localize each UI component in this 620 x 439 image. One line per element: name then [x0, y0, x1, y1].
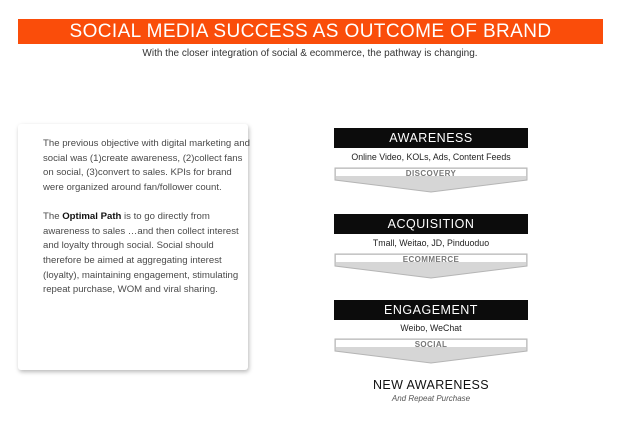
- optimal-path-highlight: Optimal Path: [62, 210, 122, 222]
- stage-channels-awareness: Online Video, KOLs, Ads, Content Feeds: [351, 152, 511, 162]
- explanation-text: [43, 137, 253, 312]
- page-title: SOCIAL MEDIA SUCCESS AS OUTCOME OF BRAND: [18, 19, 603, 44]
- stage-channels-engagement: Weibo, WeChat: [400, 323, 462, 333]
- stage-header-acquisition: ACQUISITION: [334, 214, 528, 234]
- explanation-paragraph-1: The previous objective with digital marketing and social was (1)create awareness, (2)collect fans on social, (3)convert to sales. KPIs for brand were organized around fan/follower count.: [43, 138, 250, 194]
- arrow-label-discovery: DISCOVERY: [405, 169, 457, 178]
- arrow-label-ecommerce: ECOMMERCE: [402, 255, 460, 264]
- stage-header-awareness: AWARENESS: [334, 128, 528, 148]
- explanation-paragraph-2: [43, 210, 253, 298]
- stage-channels-acquisition: Tmall, Weitao, JD, Pinduoduo: [372, 238, 490, 248]
- final-stage-title: NEW AWARENESS: [372, 378, 490, 392]
- stage-arrow-social: [334, 338, 528, 364]
- p2-lead: The: [43, 210, 63, 222]
- stage-header-engagement: ENGAGEMENT: [334, 300, 528, 320]
- final-stage-subtitle: And Repeat Purchase: [391, 394, 471, 403]
- arrow-label-social: SOCIAL: [414, 340, 448, 349]
- p2-body: is to go directly from awareness to sales …and then collect interest and loyalty through social. Social should therefore be aimed at aggregating interest (loyalty), maintaining engagement, stimulating repeat purchase, WOM and viral sharing.: [43, 210, 239, 296]
- stage-arrow-ecommerce: [334, 253, 528, 279]
- stage-arrow-discovery: [334, 167, 528, 193]
- page-subtitle: With the closer integration of social & ecommerce, the pathway is changing.: [142, 48, 478, 59]
